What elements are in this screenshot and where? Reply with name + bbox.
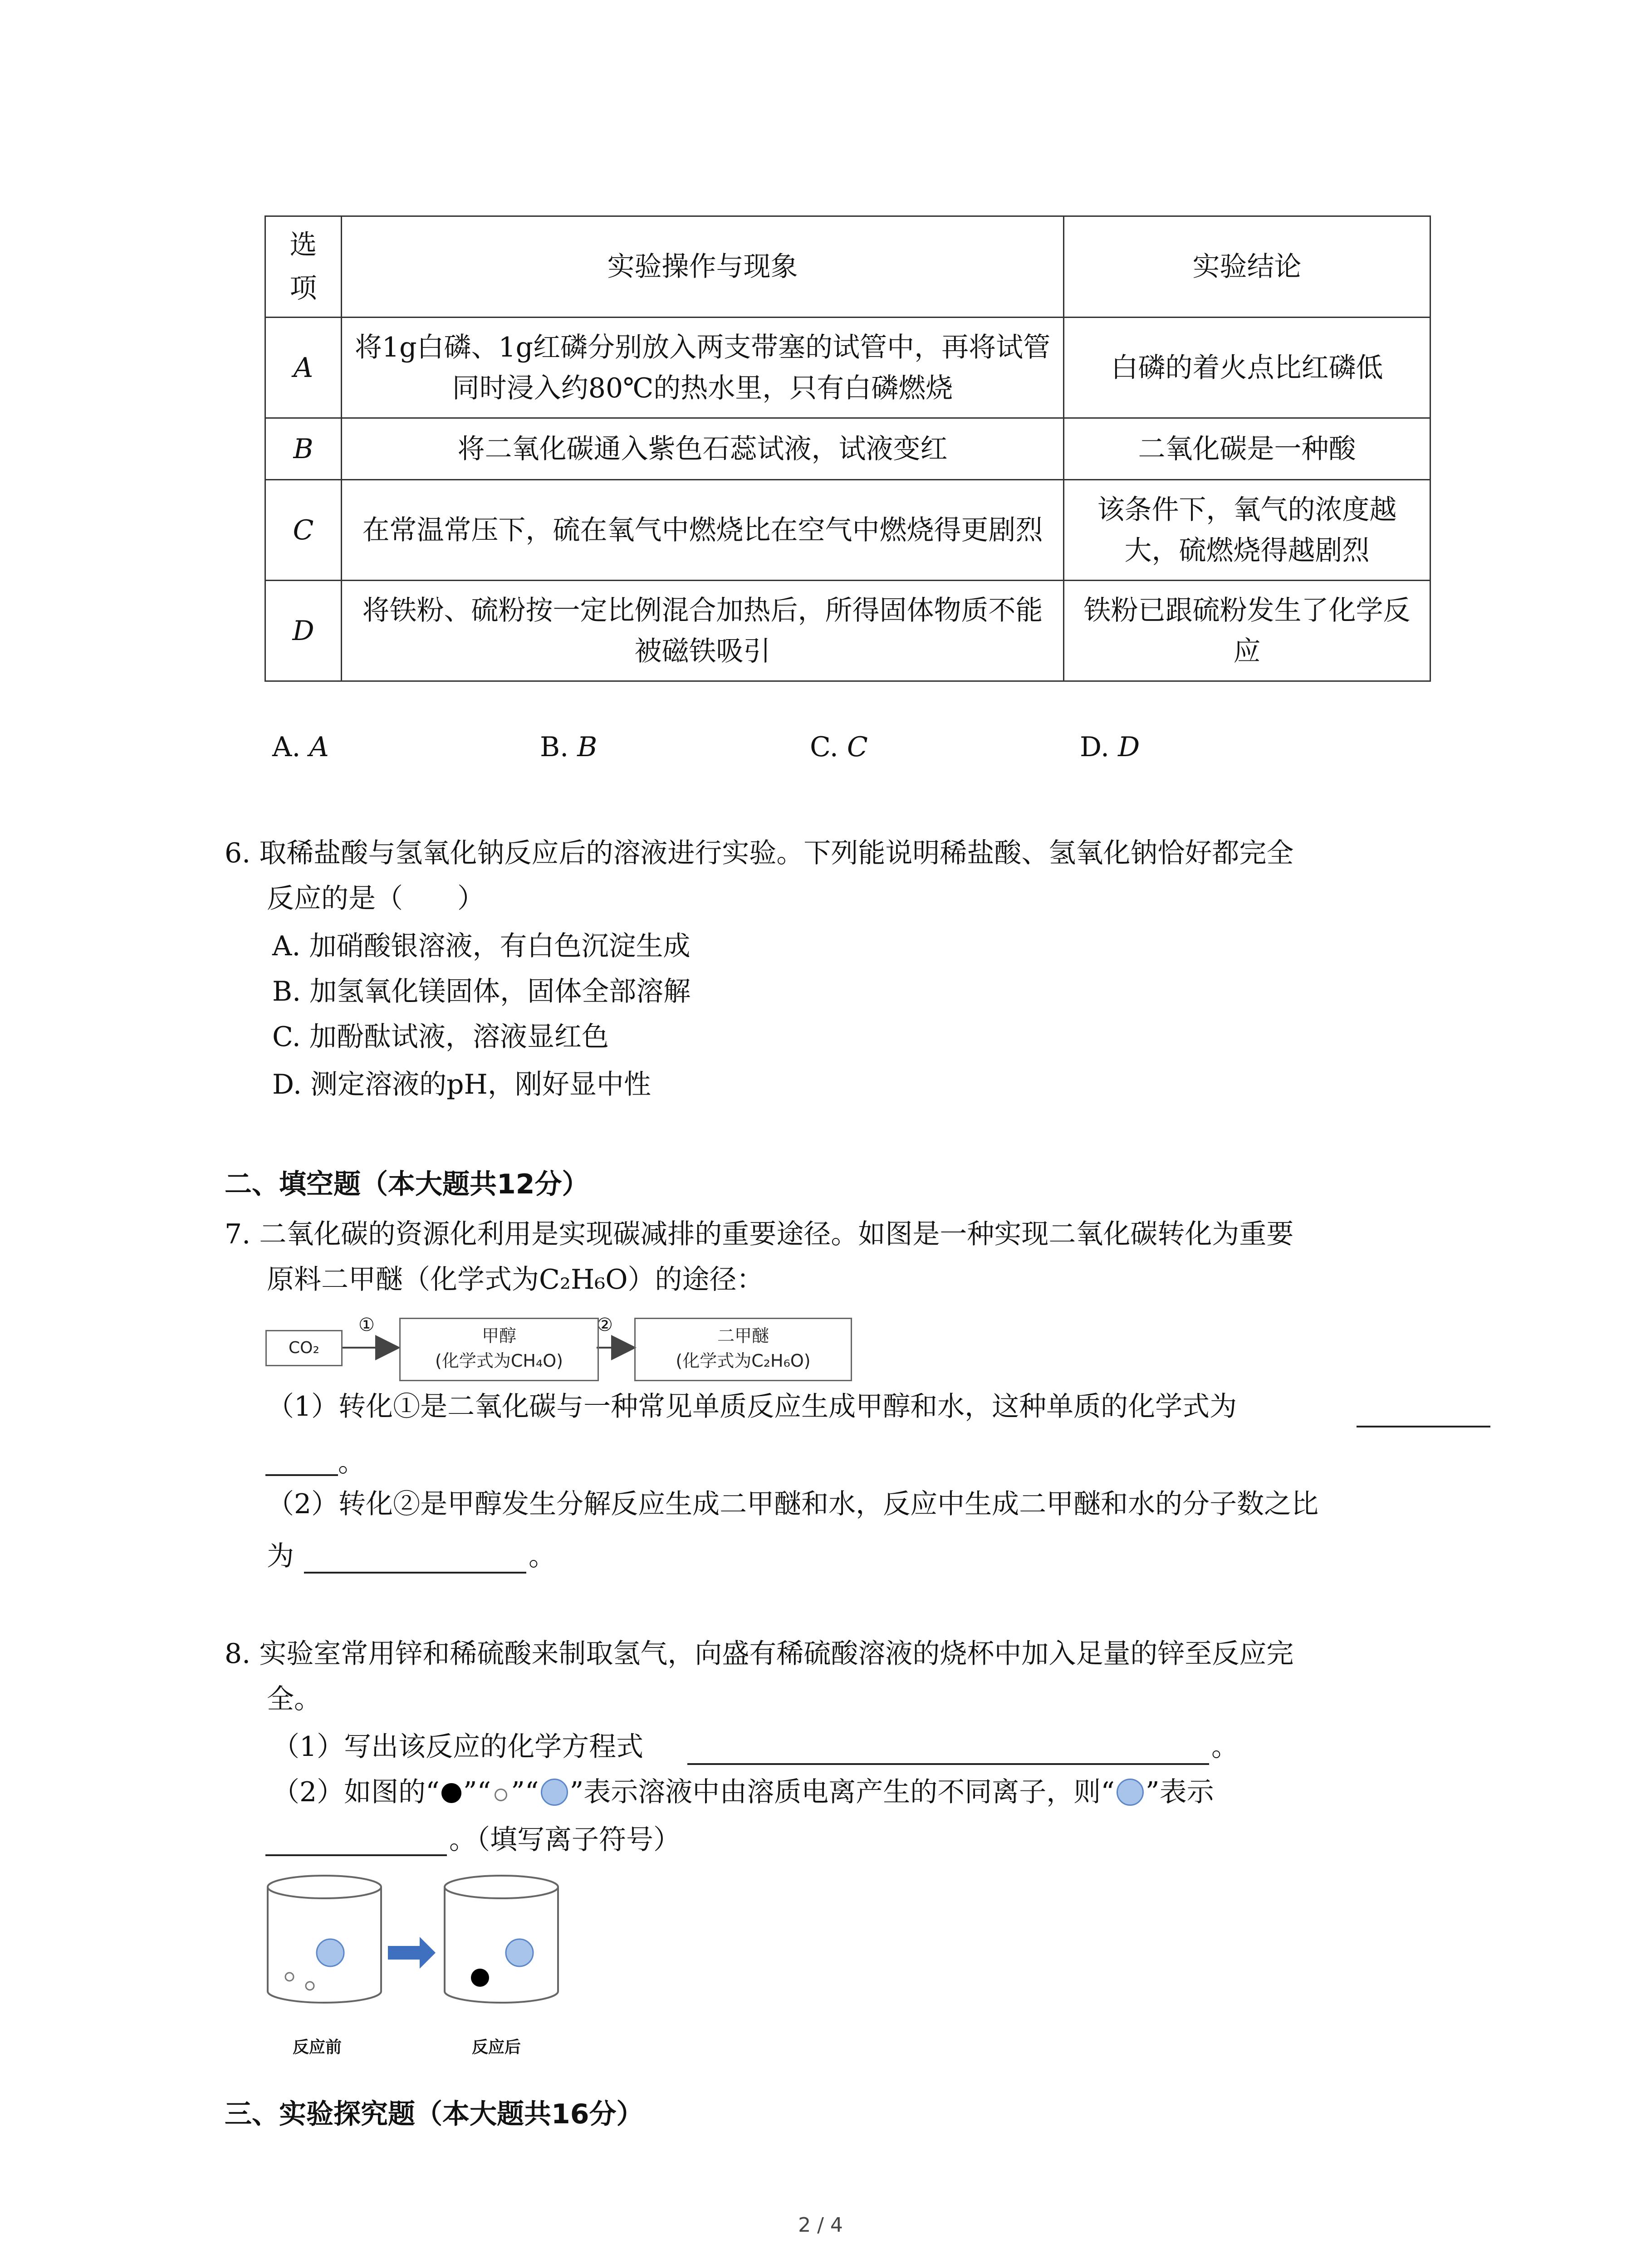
q7-sub1-blank-part1[interactable] <box>1357 1426 1490 1427</box>
q7-stem-line2: 原料二甲醚（化学式为C₂H₆O）的途径： <box>267 1264 764 1295</box>
q8-stem-line1: 8. 实验室常用锌和稀硫酸来制取氢气，向盛有稀硫酸溶液的烧杯中加入足量的锌至反应完 <box>225 1638 1294 1670</box>
row-phenomenon: 将二氧化碳通入紫色石蕊试液，试液变红 <box>342 418 1064 480</box>
header-option: 选项 <box>265 216 342 318</box>
q5-option-c: C. C <box>810 731 868 763</box>
table-row <box>265 480 1430 581</box>
reaction-arrow <box>388 1937 436 1969</box>
row-option: A <box>265 318 342 418</box>
q8-sub2-end: 。（填写离子符号） <box>449 1824 681 1856</box>
q6-option-a: A. 加硝酸银溶液，有白色沉淀生成 <box>272 930 691 962</box>
black-ion-icon <box>441 1783 461 1803</box>
label-before: 反应前 <box>293 2038 342 2057</box>
beaker-after <box>445 1876 558 2003</box>
q7-stem-line1: 7. 二氧化碳的资源化利用是实现碳减排的重要途径。如图是一种实现二氧化碳转化为重要 <box>225 1218 1294 1250</box>
blue-ion-icon-ref <box>1117 1779 1144 1806</box>
flow-step1-label: ① <box>358 1315 375 1335</box>
flow-step2-label: ② <box>597 1315 613 1335</box>
row-conclusion: 铁粉已跟硫粉发生了化学反应 <box>1064 581 1430 681</box>
row-phenomenon: 将铁粉、硫粉按一定比例混合加热后，所得固体物质不能被磁铁吸引 <box>342 581 1064 681</box>
ion-black-after <box>471 1969 489 1987</box>
q7-sub1-end: 。 <box>338 1447 365 1478</box>
table-row <box>265 318 1430 418</box>
flow-co2-box: CO₂ <box>265 1330 343 1366</box>
row-option: B <box>265 418 342 480</box>
q6-option-b: B. 加氢氧化镁固体，固体全部溶解 <box>272 976 691 1007</box>
q8-sub1: （1）写出该反应的化学方程式 <box>272 1731 644 1763</box>
q5-option-d: D. D <box>1080 731 1140 763</box>
q6-option-d: D. 测定溶液的pH，刚好显中性 <box>272 1069 651 1100</box>
methanol-formula: (化学式为CH₄O) <box>435 1351 563 1371</box>
q7-sub2-end: 。 <box>529 1540 556 1572</box>
q7-sub2-blank[interactable] <box>304 1572 526 1574</box>
experiment-table <box>265 215 1431 682</box>
page-number: 2 / 4 <box>798 2214 843 2237</box>
small-white-ion-icon <box>495 1789 507 1801</box>
blue-ion-icon <box>541 1779 568 1806</box>
row-phenomenon: 在常温常压下，硫在氧气中燃烧比在空气中燃烧得更剧烈 <box>342 480 1064 581</box>
dme-name: 二甲醚 <box>717 1326 769 1346</box>
q6-stem-line2: 反应的是（ ） <box>267 883 485 914</box>
q8-sub1-blank[interactable] <box>687 1763 1209 1765</box>
q8-sub2-blank[interactable] <box>265 1854 447 1856</box>
flow-methanol-box <box>399 1318 599 1381</box>
q7-sub2-line1: （2）转化②是甲醇发生分解反应生成二甲醚和水，反应中生成二甲醚和水的分子数之比 <box>267 1488 1319 1520</box>
q5-option-b: B. B <box>540 731 598 763</box>
row-option: C <box>265 480 342 581</box>
row-phenomenon: 将1g白磷、1g红磷分别放入两支带塞的试管中，再将试管同时浸入约80℃的热水里，只有白磷燃烧 <box>342 318 1064 418</box>
ion-blue-after <box>506 1939 533 1966</box>
header-phenomenon: 实验操作与现象 <box>342 216 1064 318</box>
row-conclusion: 白磷的着火点比红磷低 <box>1064 318 1430 418</box>
header-conclusion: 实验结论 <box>1064 216 1430 318</box>
ion-white-before-2 <box>306 1982 314 1990</box>
q8-sub1-end: 。 <box>1211 1731 1239 1763</box>
q7-sub1-line1: （1）转化①是二氧化碳与一种常见单质反应生成甲醇和水，这种单质的化学式为 <box>267 1391 1237 1422</box>
beaker-diagram <box>263 1869 590 2032</box>
q7-sub1-blank-part2[interactable] <box>265 1474 338 1476</box>
table-row <box>265 581 1430 681</box>
dme-formula: (化学式为C₂H₆O) <box>676 1351 811 1371</box>
section-2-title: 二、填空题（本大题共12分） <box>225 1168 589 1200</box>
table-header-row <box>265 216 1430 318</box>
row-conclusion: 该条件下，氧气的浓度越大，硫燃烧得越剧烈 <box>1064 480 1430 581</box>
beaker-before <box>268 1876 381 2003</box>
section-3-title: 三、实验探究题（本大题共16分） <box>225 2098 644 2130</box>
q8-stem-line2: 全。 <box>267 1683 321 1715</box>
q7-sub2-prefix: 为 <box>267 1540 294 1572</box>
methanol-name: 甲醇 <box>481 1326 516 1346</box>
row-option: D <box>265 581 342 681</box>
table-row <box>265 418 1430 480</box>
row-conclusion: 二氧化碳是一种酸 <box>1064 418 1430 480</box>
q6-stem-line1: 6. 取稀盐酸与氢氧化钠反应后的溶液进行实验。下列能说明稀盐酸、氢氧化钠恰好都完全 <box>225 837 1294 869</box>
ion-white-before-1 <box>285 1973 294 1981</box>
flow-dme-box <box>634 1318 852 1381</box>
q8-sub2-line: （2）如图的“ ”“ ”“ ”表示溶液中由溶质电离产生的不同离子，则“ ”表示 <box>272 1776 1214 1808</box>
q6-option-c: C. 加酚酞试液，溶液显红色 <box>272 1021 609 1053</box>
label-after: 反应后 <box>472 2038 521 2057</box>
q5-option-a: A. A <box>272 731 329 763</box>
ion-blue-before <box>317 1939 344 1966</box>
